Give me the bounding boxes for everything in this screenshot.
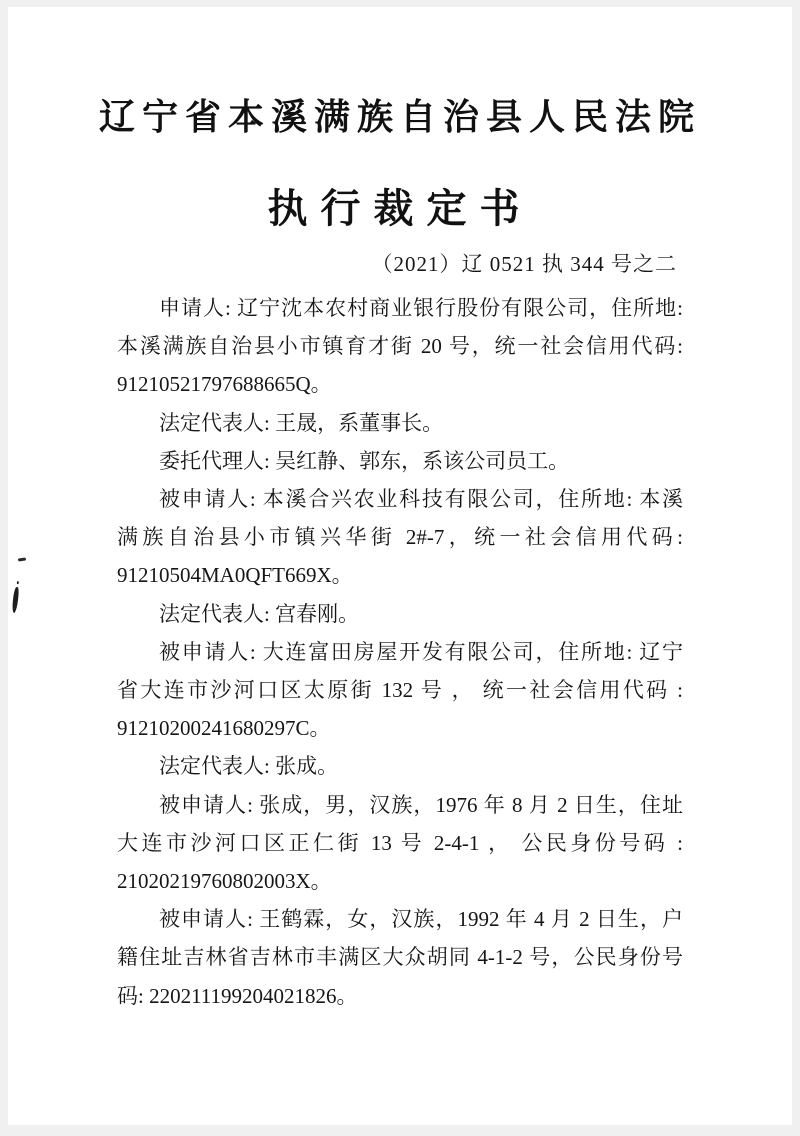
- body-line-legal-rep-1: 法定代表人: 王晟，系董事长。: [159, 410, 444, 435]
- body-line-applicant-2: 本溪满族自治县小市镇育才街 20 号，统一社会信用代码:: [117, 334, 683, 359]
- body-line-respondent3-2: 大连市沙河口区正仁街 13 号 2-4-1 ， 公民身份号码 :: [117, 830, 683, 855]
- body-line-respondent2-1: 被申请人: 大连富田房屋开发有限公司，住所地: 辽宁: [159, 639, 683, 664]
- body-line-respondent2-2: 省大连市沙河口区太原街 132 号 ， 统一社会信用代码 :: [117, 678, 683, 703]
- body-line-respondent1-1: 被申请人: 本溪合兴农业科技有限公司，住所地: 本溪: [159, 487, 683, 512]
- body-line-agents: 委托代理人: 吴红静、郭东，系该公司员工。: [159, 448, 570, 473]
- ink-smudge-mark: [18, 557, 26, 561]
- body-line-legal-rep-3: 法定代表人: 张成。: [159, 754, 339, 779]
- body-line-respondent4-2: 籍住址吉林省吉林市丰满区大众胡同 4-1-2 号，公民身份号: [117, 945, 683, 970]
- case-number: （2021）辽 0521 执 344 号之二: [371, 252, 677, 276]
- body-line-respondent1-2: 满族自治县小市镇兴华街 2#-7，统一社会信用代码:: [117, 525, 683, 550]
- body-line-respondent4-1: 被申请人: 王鹤霖，女，汉族，1992 年 4 月 2 日生，户: [159, 907, 683, 932]
- body-line-respondent2-credit-code: 91210200241680297C。: [117, 716, 331, 741]
- document-page: [8, 7, 792, 1125]
- body-line-applicant-credit-code: 91210521797688665Q。: [117, 372, 332, 397]
- body-line-respondent3-1: 被申请人: 张成，男，汉族，1976 年 8 月 2 日生，住址: [159, 792, 683, 817]
- ink-smudge-mark: [12, 587, 20, 613]
- body-line-respondent4-id-number: 码: 220211199204021826。: [117, 983, 358, 1008]
- body-line-respondent1-credit-code: 91210504MA0QFT669X。: [117, 563, 353, 588]
- body-line-applicant-1: 申请人: 辽宁沈本农村商业银行股份有限公司，住所地:: [159, 296, 683, 320]
- court-name-title: 辽宁省本溪满族自治县人民法院: [98, 97, 701, 137]
- body-line-respondent3-id-number: 21020219760802003X。: [117, 869, 332, 894]
- document-body: [117, 289, 683, 1015]
- body-line-legal-rep-2: 法定代表人: 宫春刚。: [159, 601, 360, 626]
- document-title: 执行裁定书: [267, 186, 533, 231]
